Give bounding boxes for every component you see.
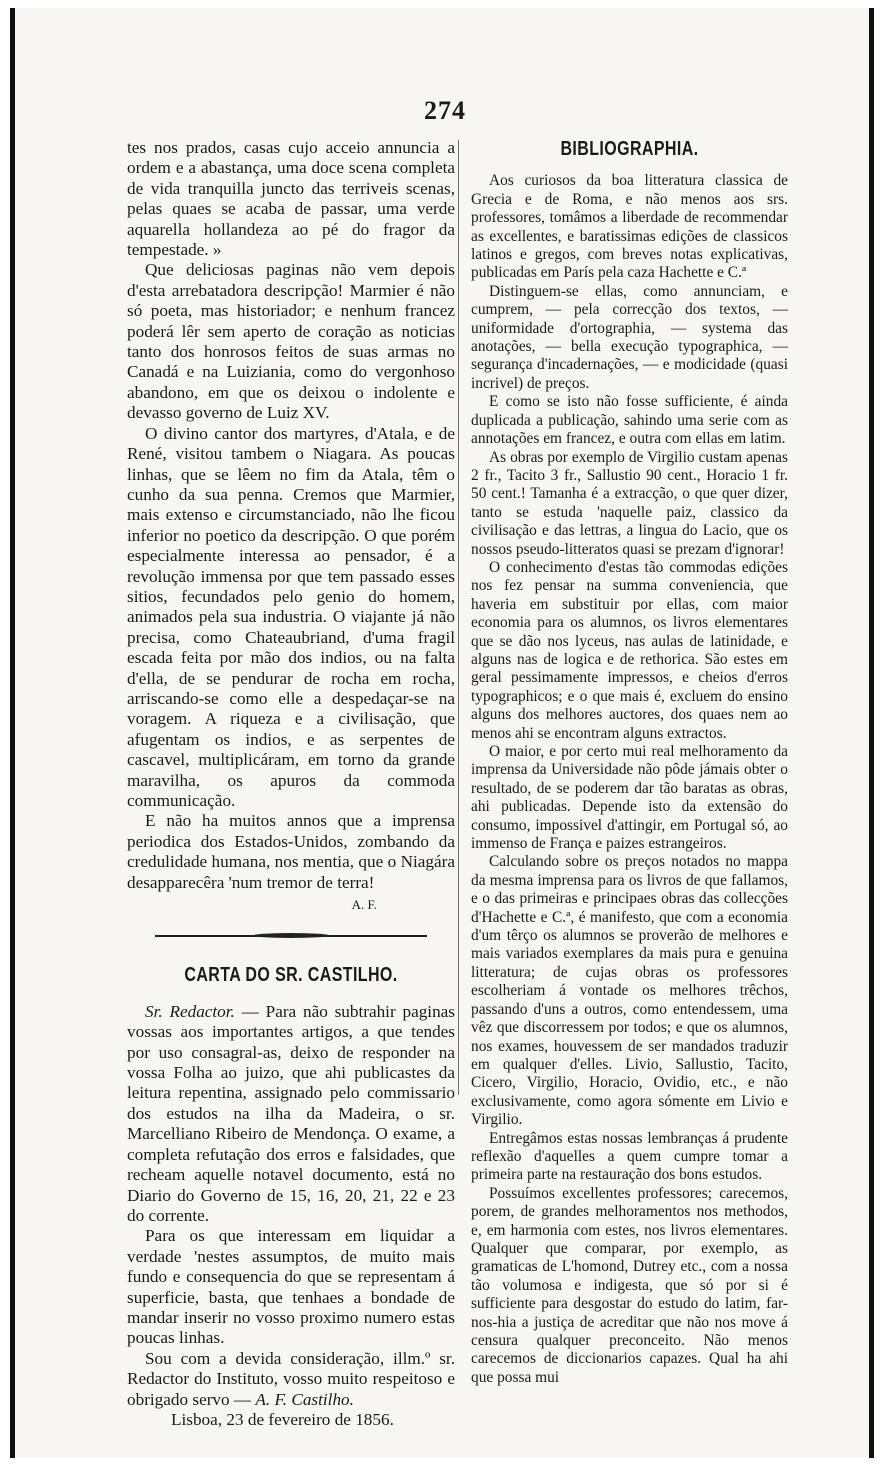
article-signature: A. F. bbox=[351, 897, 377, 913]
article-paragraph: O maior, e por certo mui real melhoramento da imprensa da Universidade não pôde jámais obter o resultado, de se poderem dar tão baratas as obras, ahi publicadas. Depende isto da extensão do consumo, impossivel d'attingir, em Portugal só, ao immenso de França e paizes estrangeiros. bbox=[471, 743, 788, 853]
article-paragraph: Entregâmos estas nossas lembranças á prudente reflexão d'aquelles a quem cumpre tomar a primeira parte na restauração dos bons estudos. bbox=[471, 1129, 788, 1184]
article-paragraph: Que deliciosas paginas não vem depois d'esta arrebatadora descripção! Marmier é não só poeta, mas historiador; e nenhum francez poderá lêr sem aperto de coração as noticias tanto dos honrosos feitos de suas armas no Canadá e na Luiziania, como do vergonhoso abandono, em que os deixou o indolente e devasso governo de Luiz XV. bbox=[127, 260, 455, 423]
article-paragraph: Possuímos excellentes professores; carecemos, porem, de grandes melhoramentos nos methodos, e, em harmonia com estes, nos livros elementares. Qualquer que comparar, por exemplo, as gramaticas de L'homond, Dutrey etc., com a nossa tão volumosa e indigesta, que só por si é sufficiente para desgostar do estudo do latim, far-nos-hia a justiça de acreditar que não nos move á censura qualquer preconceito. Não menos carecemos de diccionarios capazes. Qual ha ahi que possa mui bbox=[471, 1184, 788, 1386]
article-paragraph: Calculando sobre os preços notados no mappa da mesma imprensa para os livros de que fallamos, e o das primeiras e principaes obras das collecções d'Hachette e C.ª, é manifesto, que com a economia d'um têrço os alumnos se proverão de melhores e mais variados exemplares da mais pura e genuina litteratura; de cujas obras os professores escolheriam á vontade os melhores trêchos, passando d'uns a outros, como entendessem, uma vêz que discorressem por todos; e que os alumnos, nos exames, houvessem de ser mandados traduzir em qualquer d'elles. Livio, Sallustio, Tacito, Cicero, Virgilio, Horacio, Ovidio, etc., e não exclusivamente, como agora sómente em Livio e Virgilio. bbox=[471, 853, 788, 1129]
divider-ornament bbox=[253, 933, 329, 938]
article-paragraph: As obras por exemplo de Virgilio custam apenas 2 fr., Tacito 3 fr., Sallustio 90 cent., Horacio 1 fr. 50 cent.! Tamanha é a extracção, o que quer dizer, tanto se estuda 'naquelle paiz, classico da civilisação e das lettras, a lingua do Lacio, que os nossos pseudo-litteratos quasi se prezam d'ignorar! bbox=[471, 448, 788, 558]
letter-author: A. F. Castilho. bbox=[255, 1389, 354, 1409]
letter-date: Lisboa, 23 de fevereiro de 1856. bbox=[171, 1409, 394, 1429]
letter-paragraph: Para os que interessam em liquidar a verdade 'nestes assumptos, de muito mais fundo e consequencia do que se representam á superficie, basta, que tenhaes a bondade de mandar inserir no vosso proximo numero estas poucas linhas. bbox=[127, 1226, 455, 1348]
right-column bbox=[471, 138, 788, 1387]
article-paragraph: Aos curiosos da boa litteratura classica de Grecia e de Roma, e não menos aos srs. professores, tomâmos a liberdade de recommendar as excellentes, e baratissimas edições de classicos latinos e gregos, com breves notas explicativas, publicadas em París pela caza Hachette e C.ª bbox=[471, 172, 788, 282]
letter-body: — Para não subtrahir paginas vossas aos importantes artigos, a que tendes por uso consagral-as, deixo de responder na vossa Folha ao juizo, que ahi publicastes da leitura repentina, assignado pelo commissario dos estudos na ilha da Madeira, o sr. Marcelliano Ribeiro de Mendonça. O exame, a completa refutação dos erros e falsidades, que recheam aquelle notavel documento, está no Diario do Governo de 15, 16, 20, 21, 22 e 23 do corrente. bbox=[127, 1001, 455, 1225]
letter-title: CARTA DO SR. CASTILHO. bbox=[184, 964, 398, 987]
letter-paragraph bbox=[127, 1002, 455, 1226]
letter-closing: Sou com a devida consideração, illm.º sr. Redactor do Instituto, vosso muito respeitoso e obrigado servo — bbox=[127, 1348, 455, 1409]
article-paragraph: O divino cantor dos martyres, d'Atala, e de René, visitou tambem o Niagara. As poucas linhas, que se lêem no fim da Atala, têm o cunho da sua penna. Cremos que Marmier, mais extenso e circumstanciado, não lhe ficou inferior no poetico da descripção. O que porém especialmente interessa ao pensador, é a revolução immensa por que tem passado esses sitios, fecundados pelo genio do homem, animados pela sua industria. O viajante já não precisa, como Chateaubriand, d'uma fragil escada feita por mão dos indios, ou na falta d'ella, de se pendurar de rocha em rocha, arriscando-se como elle a despedaçar-se na voragem. A riqueza e a civilisação, que afugentam os indios, e as serpentes de cascavel, multiplicáram, em torno da grande maravilha, os apuros da commoda communicação. bbox=[127, 423, 455, 810]
page-number: 274 bbox=[424, 96, 466, 125]
article-paragraph: Distinguem-se ellas, como annunciam, e cumprem, — pela correcção dos textos, — uniformidade d'ortographia, — systema das anotações, — bella execução typographica, — segurança d'incadernações, — e modicidade (quasi incrivel) de preços. bbox=[471, 282, 788, 392]
article-paragraph: O conhecimento d'estas tão commodas edições nos fez pensar na summa conveniencia, que haveria em substituir por ellas, com maior economia para os alumnos, os livros elementares que se dão nos lyceus, nas aulas de latinidade, e alguns nas de logica e de rethorica. São estes em geral pessimamente impressos, e cheios d'erros typographicos; e o que mais é, excluem do ensino alguns dos melhores auctores, dos quaes nem ao menos ahi se encontram alguns extractos. bbox=[471, 558, 788, 742]
section-title: BIBLIOGRAPHIA. bbox=[560, 138, 699, 160]
section-divider bbox=[155, 931, 427, 939]
column-divider bbox=[458, 140, 459, 1095]
article-paragraph: tes nos prados, casas cujo acceio annuncia a ordem e a abastança, uma doce scena completa de vida tranquilla juncto das terriveis scenas, pelas quaes se acaba de passar, uma verde aquarella hollandeza ao pé do fragor da tempestade. » bbox=[127, 138, 455, 260]
article-paragraph: E não ha muitos annos que a imprensa periodica dos Estados-Unidos, zombando da credulidade humana, nos mentia, que o Niagára desapparecêra 'num tremor de terra! bbox=[127, 811, 455, 892]
letter-salutation: Sr. Redactor. bbox=[145, 1001, 235, 1021]
left-column bbox=[127, 138, 455, 1430]
article-paragraph: E como se isto não fosse sufficiente, é ainda duplicada a publicação, sahindo uma serie com as annotações em francez, e outra com ellas em latim. bbox=[471, 393, 788, 448]
letter-closing-paragraph bbox=[127, 1349, 455, 1410]
